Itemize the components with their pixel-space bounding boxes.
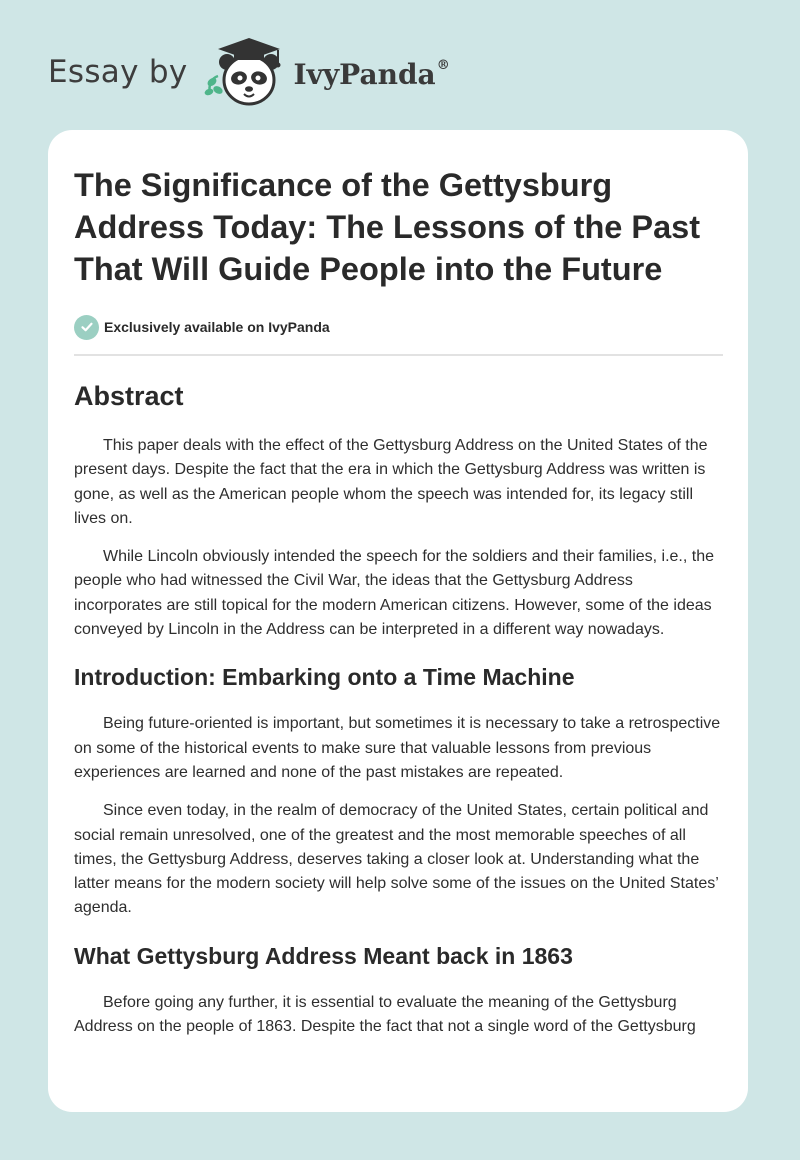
panda-logo-icon[interactable] <box>200 34 290 110</box>
brand-name[interactable]: IvyPanda® <box>293 57 450 91</box>
divider <box>74 354 723 356</box>
essay-title: The Significance of the Gettysburg Address Today: The Lessons of the Past That Will Guide People into the Future <box>74 167 701 287</box>
abstract-paragraph: This paper deals with the effect of the Gettysburg Address on the United States of the present days. Despite the fact that the era in which the Gettysburg Address was written is gone, as well as the American people whom the speech was intended for, its legacy still lives on. <box>74 437 708 527</box>
abstract-heading: Abstract <box>74 381 184 411</box>
site-header <box>48 34 450 110</box>
section-heading-1863: What Gettysburg Address Meant back in 1863 <box>74 942 573 969</box>
registered-mark: ® <box>436 58 450 74</box>
essay-card <box>48 130 748 1112</box>
essay-by-label: Essay by <box>48 54 188 90</box>
check-circle-icon <box>74 315 99 340</box>
section-paragraph: Being future-oriented is important, but sometimes it is necessary to take a retrospective on some of the historical events to make sure that valuable lessons from previous experiences are learned and none of the past mistakes are repeated. <box>74 715 721 781</box>
section-heading-introduction: Introduction: Embarking onto a Time Machine <box>74 664 575 691</box>
abstract-paragraph: While Lincoln obviously intended the speech for the soldiers and their families, i.e., the people who had witnessed the Civil War, the ideas that the Gettysburg Address incorporates are still topical for the modern American citizens. However, some of the ideas conveyed by Lincoln in the Address can be interpreted in a different way nowadays. <box>74 548 715 639</box>
exclusive-badge <box>74 314 723 340</box>
essay-content <box>74 164 723 1039</box>
section-paragraph: Before going any further, it is essential to evaluate the meaning of the Gettysburg Address on the people of 1863. Despite the fact that not a single word of the Gettysburg <box>74 993 696 1036</box>
section-paragraph: Since even today, in the realm of democracy of the United States, certain political and social remain unresolved, one of the greatest and the most memorable speeches of all times, the Gettysburg Address, deserves taking a closer look at. Understanding what the latter means for the modern society will help solve some of the issues on the United States’ agenda. <box>74 802 719 917</box>
exclusive-badge-label: Exclusively available on IvyPanda <box>104 319 330 335</box>
